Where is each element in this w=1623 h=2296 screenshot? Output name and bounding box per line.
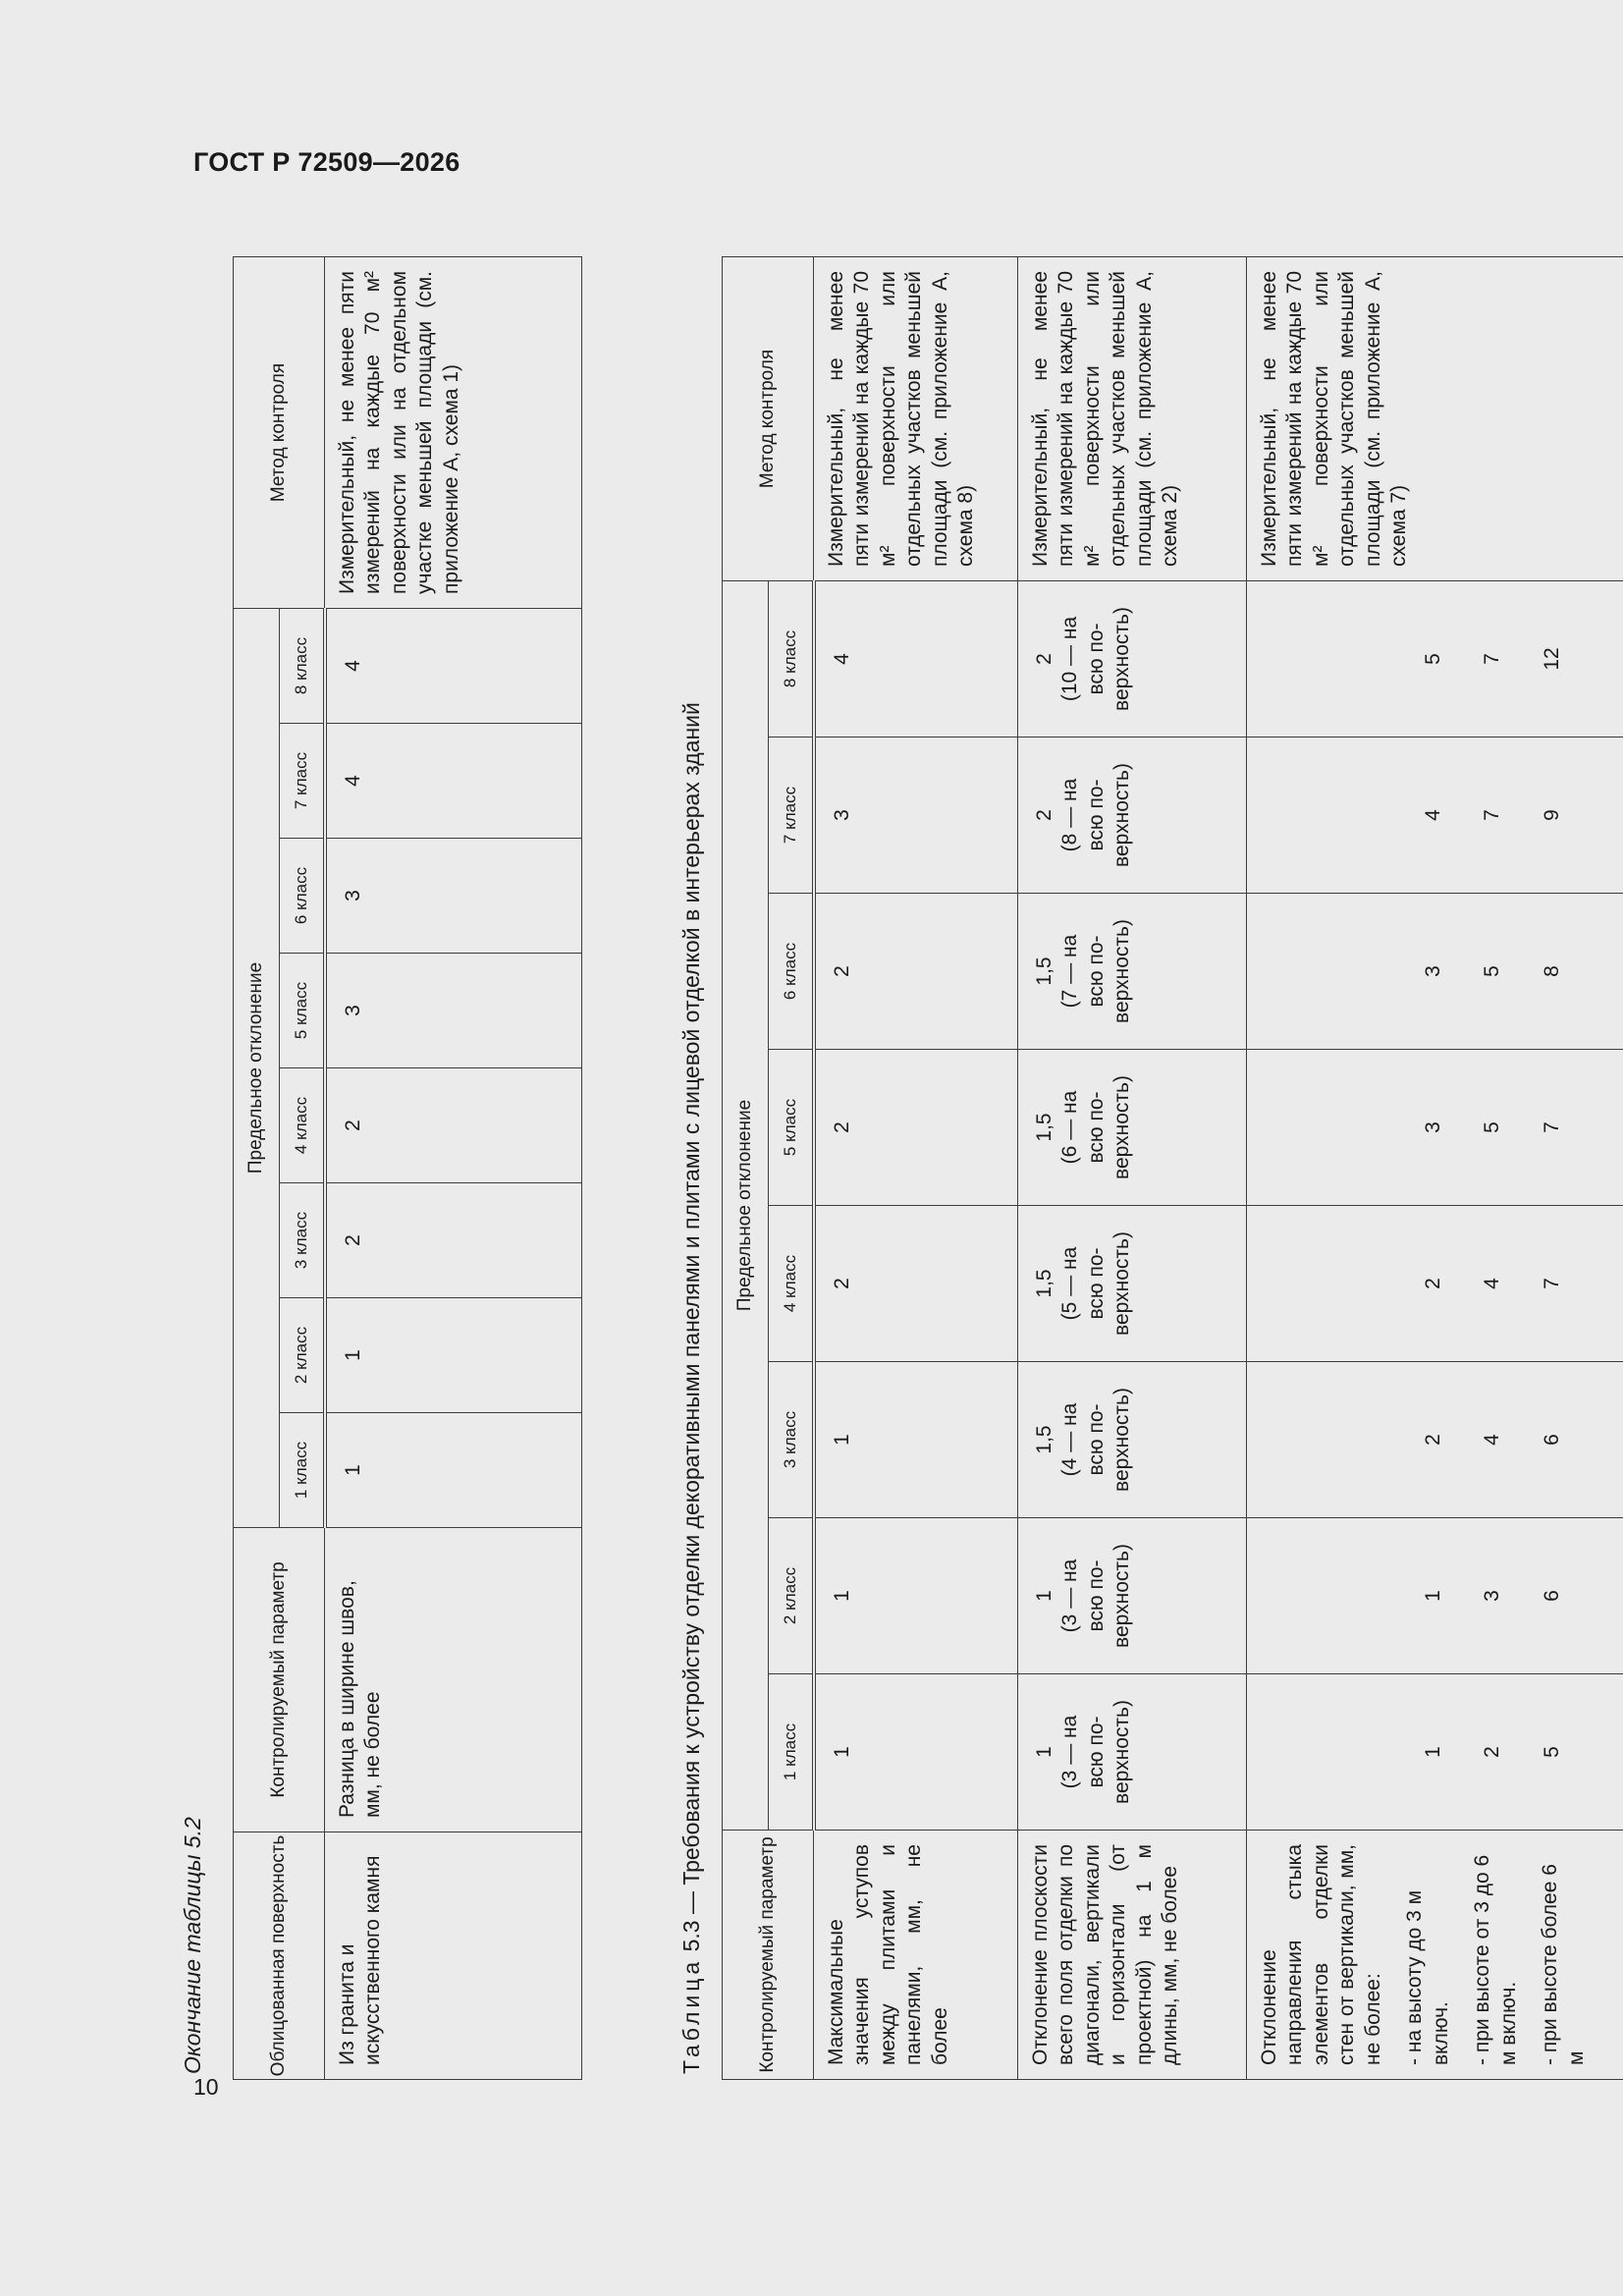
- value-main: 1,5: [1033, 1425, 1055, 1454]
- row-2-value-class-6: [1018, 894, 1247, 1050]
- value-note-line: (7 — на: [1058, 934, 1082, 1009]
- document-code: ГОСТ Р 72509—2026: [193, 147, 460, 177]
- value-3-to-6m: 2: [1481, 1746, 1504, 1758]
- value-main: 2: [1033, 653, 1055, 665]
- header-deviation: Предельное отклонение: [234, 608, 280, 1527]
- row-3-values-class-6: [1247, 894, 1623, 1050]
- row-1-parameter: Максимальные значения уступов между плитами и панелями, мм, не более: [814, 1831, 1018, 2080]
- row-1-value-class-5: 2: [814, 1050, 1018, 1206]
- value-note-line: всю по-: [1084, 1091, 1108, 1164]
- value-main: 1,5: [1033, 957, 1055, 986]
- value-3-to-6m: 5: [1481, 1121, 1504, 1133]
- row-1-value-class-4: 2: [814, 1206, 1018, 1362]
- row-2-value-class-2: [1018, 1518, 1247, 1674]
- header-class-6: 6 класс: [280, 839, 325, 954]
- table-5-2: [233, 256, 582, 2080]
- value-note-line: (4 — на: [1058, 1402, 1082, 1477]
- row-3-values-class-3: [1247, 1362, 1623, 1518]
- value-over-6m: 5: [1540, 1746, 1563, 1758]
- table-5-3-caption-label: Таблица: [678, 1957, 704, 2074]
- value-class-3: 2: [325, 1183, 582, 1298]
- value-note-line: (8 — на: [1058, 778, 1082, 852]
- row-1-method: Измерительный, не менее пяти измерений на каждые 70 м² поверхности или отдельных участков меньшей площади (см. приложение А, схема 8): [814, 256, 1018, 580]
- row-2-parameter: Отклонение плоскости всего поля отделки по диагонали, вертикали и горизонтали (от проектной) на 1 м длины, мм, не более: [1018, 1831, 1247, 2080]
- value-note-line: верхность): [1109, 763, 1133, 867]
- row-3-values-class-1: [1247, 1674, 1623, 1831]
- table-5-3-caption-number: 5.3: [678, 1920, 704, 1952]
- row-1-value-class-3: 1: [814, 1362, 1018, 1518]
- row-3-values-class-5: [1247, 1050, 1623, 1206]
- row-2-value-class-3: [1018, 1362, 1247, 1518]
- row-2-value-class-8: [1018, 580, 1247, 737]
- header-class-5: 5 класс: [280, 954, 325, 1068]
- value-main: 1: [1033, 1590, 1055, 1602]
- value-up-to-3m: 5: [1422, 653, 1444, 665]
- value-note-line: верхность): [1109, 1388, 1133, 1492]
- header-parameter: Контролируемый параметр: [234, 1528, 325, 1832]
- header-class-6: 6 класс: [769, 894, 814, 1050]
- value-note-line: верхность): [1109, 1231, 1133, 1336]
- header-parameter: Контролируемый параметр: [723, 1831, 814, 2080]
- row-2-method: Измерительный, не менее пяти измерений на каждые 70 м² поверхности или отдельных участков меньшей площади (см. приложение А, схема 2): [1018, 256, 1247, 580]
- value-up-to-3m: 1: [1422, 1590, 1444, 1602]
- header-surface: Облицованная поверхность: [234, 1832, 325, 2080]
- row-surface: Из гранита и искусственного камня: [325, 1832, 582, 2080]
- value-3-to-6m: 7: [1481, 809, 1504, 821]
- table-5-3-caption: [678, 702, 705, 2074]
- row-parameter: Разница в ширине швов, мм, не более: [325, 1528, 582, 1832]
- value-note-line: всю по-: [1084, 779, 1108, 851]
- value-class-6: 3: [325, 839, 582, 954]
- value-up-to-3m: 3: [1422, 1121, 1444, 1133]
- header-deviation: Предельное отклонение: [723, 580, 769, 1830]
- value-over-6m: 7: [1540, 1278, 1563, 1289]
- page-number: 10: [193, 2074, 219, 2100]
- row-3-values-class-7: [1247, 738, 1623, 894]
- row-2-value-class-7: [1018, 738, 1247, 894]
- header-method: Метод контроля: [234, 256, 325, 608]
- row-method: Измерительный, не менее пяти измерений на каждые 70 м² поверхности или на отдельном участке меньшей площади (см. приложение А, схема 1): [325, 256, 582, 608]
- value-up-to-3m: 1: [1422, 1746, 1444, 1758]
- row-3-subrow-1-label: - на высоту до 3 м включ.: [1403, 1889, 1452, 2065]
- row-3-values-class-8: [1247, 580, 1623, 737]
- value-main: 2: [1033, 809, 1055, 821]
- value-over-6m: 8: [1540, 965, 1563, 977]
- value-note-line: всю по-: [1084, 1716, 1108, 1788]
- header-class-2: 2 класс: [280, 1298, 325, 1413]
- row-3-parameter-title: Отклонение направления стыка элементов отделки стен от вертикали, мм, не более:: [1258, 1844, 1384, 2065]
- value-over-6m: 6: [1540, 1590, 1563, 1602]
- row-1-value-class-2: 1: [814, 1518, 1018, 1674]
- value-note-line: верхность): [1109, 1544, 1133, 1648]
- header-class-4: 4 класс: [280, 1068, 325, 1183]
- header-class-8: 8 класс: [280, 608, 325, 723]
- value-note-line: всю по-: [1084, 1247, 1108, 1320]
- rotated-content: [180, 253, 1588, 2080]
- value-class-8: 4: [325, 608, 582, 723]
- header-class-7: 7 класс: [280, 724, 325, 839]
- row-1-value-class-7: 3: [814, 738, 1018, 894]
- value-note-line: (6 — на: [1058, 1090, 1082, 1165]
- value-class-5: 3: [325, 954, 582, 1068]
- header-class-1: 1 класс: [280, 1413, 325, 1528]
- value-3-to-6m: 4: [1481, 1278, 1504, 1289]
- row-1-value-class-1: 1: [814, 1674, 1018, 1831]
- value-up-to-3m: 2: [1422, 1434, 1444, 1446]
- value-over-6m: 6: [1540, 1434, 1563, 1446]
- value-note-line: (5 — на: [1058, 1246, 1082, 1321]
- value-note-line: (10 — на: [1058, 616, 1082, 702]
- row-3-values-class-4: [1247, 1206, 1623, 1362]
- value-3-to-6m: 4: [1481, 1434, 1504, 1446]
- row-2-value-class-4: [1018, 1206, 1247, 1362]
- row-1-value-class-6: 2: [814, 894, 1018, 1050]
- value-3-to-6m: 3: [1481, 1590, 1504, 1602]
- value-note-line: верхность): [1109, 1700, 1133, 1804]
- value-up-to-3m: 4: [1422, 809, 1444, 821]
- value-note-line: всю по-: [1084, 1403, 1108, 1476]
- value-note-line: верхность): [1109, 1075, 1133, 1179]
- value-note-line: всю по-: [1084, 1559, 1108, 1632]
- row-3-subrow-2-label: - при высоте от 3 до 6 м включ.: [1471, 1854, 1520, 2065]
- row-3-method: Измерительный, не менее пяти измерений на каждые 70 м² поверхности или отдельных участков меньшей площади (см. приложение А, схема 7): [1247, 256, 1623, 580]
- header-class-8: 8 класс: [769, 580, 814, 737]
- header-class-3: 3 класс: [280, 1183, 325, 1298]
- table-5-3: [722, 256, 1623, 2080]
- value-note-line: верхность): [1109, 919, 1133, 1023]
- value-class-4: 2: [325, 1068, 582, 1183]
- value-class-1: 1: [325, 1413, 582, 1528]
- header-class-7: 7 класс: [769, 738, 814, 894]
- value-note-line: (3 — на: [1058, 1715, 1082, 1789]
- header-class-1: 1 класс: [769, 1674, 814, 1831]
- header-class-4: 4 класс: [769, 1206, 814, 1362]
- value-class-2: 1: [325, 1298, 582, 1413]
- value-3-to-6m: 7: [1481, 653, 1504, 665]
- header-class-3: 3 класс: [769, 1362, 814, 1518]
- header-class-5: 5 класс: [769, 1050, 814, 1206]
- table-5-2-continuation-caption: Окончание таблицы 5.2: [180, 1817, 205, 2074]
- value-main: 1,5: [1033, 1269, 1055, 1298]
- row-3-values-class-2: [1247, 1518, 1623, 1674]
- value-up-to-3m: 3: [1422, 965, 1444, 977]
- value-note-line: верхность): [1109, 607, 1133, 711]
- header-class-2: 2 класс: [769, 1518, 814, 1674]
- value-note-line: всю по-: [1084, 623, 1108, 695]
- value-note-line: (3 — на: [1058, 1558, 1082, 1633]
- value-main: 1: [1033, 1746, 1055, 1758]
- value-main: 1,5: [1033, 1113, 1055, 1142]
- value-3-to-6m: 5: [1481, 965, 1504, 977]
- header-method: Метод контроля: [723, 256, 814, 580]
- value-up-to-3m: 2: [1422, 1278, 1444, 1289]
- row-1-value-class-8: 4: [814, 580, 1018, 737]
- value-class-7: 4: [325, 724, 582, 839]
- value-note-line: всю по-: [1084, 935, 1108, 1008]
- row-3-parameter: [1247, 1831, 1623, 2080]
- value-over-6m: 7: [1540, 1121, 1563, 1133]
- table-5-3-caption-text: — Требования к устройству отделки декоративными панелями и плитами с лицевой отделкой в интерьерах зданий: [678, 702, 704, 1915]
- row-3-subrow-3-label: - при высоте более 6 м: [1539, 1864, 1588, 2065]
- value-over-6m: 12: [1540, 647, 1563, 671]
- row-2-value-class-1: [1018, 1674, 1247, 1831]
- value-over-6m: 9: [1540, 809, 1563, 821]
- row-2-value-class-5: [1018, 1050, 1247, 1206]
